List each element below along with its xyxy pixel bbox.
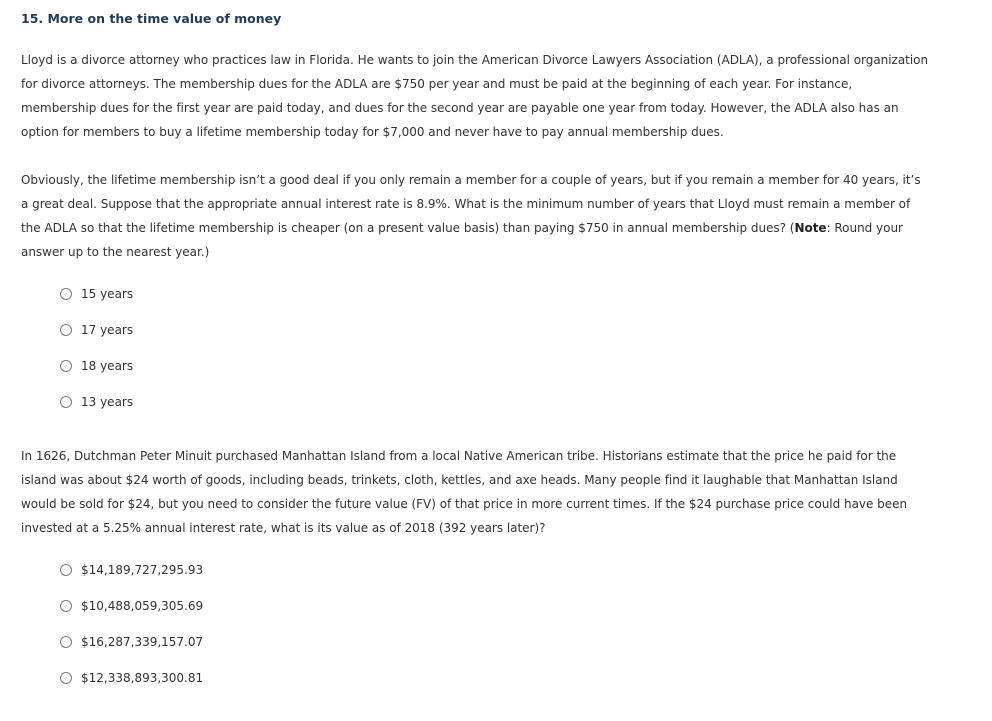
radio-button-icon[interactable] [60, 288, 72, 300]
paragraph-line: Lloyd is a divorce attorney who practices law in Florida. He wants to join the American Divorce Lawyers Association (ADLA), a professional organization [21, 53, 929, 67]
radio-button-icon[interactable] [60, 396, 72, 408]
answer-option-14-billion[interactable] [60, 552, 203, 588]
radio-button-icon[interactable] [60, 564, 72, 576]
lloyd-problem-paragraph [21, 48, 966, 144]
radio-button-icon[interactable] [60, 360, 72, 372]
answer-option-13-years[interactable] [60, 384, 133, 420]
paragraph-line: In 1626, Dutchman Peter Minuit purchased Manhattan Island from a local Native American tribe. Historians estimate that the price he paid for the [21, 449, 897, 463]
answer-option-18-years[interactable] [60, 348, 133, 384]
paragraph-line: invested at a 5.25% annual interest rate, what is its value as of 2018 (392 years later)? [21, 521, 546, 535]
paragraph-line: island was about $24 worth of goods, including beads, trinkets, cloth, kettles, and axe heads. Many people find it laughable that Manhattan Island [21, 473, 898, 487]
paragraph-line: option for members to buy a lifetime membership today for $7,000 and never have to pay annual membership dues. [21, 125, 724, 139]
paragraph-line [21, 216, 966, 240]
paragraph-line: membership dues for the first year are paid today, and dues for the second year are payable one year from today. However, the ADLA also has an [21, 101, 899, 115]
answer-option-15-years[interactable] [60, 276, 133, 312]
answer-option-label: 17 years [81, 323, 134, 337]
paragraph-line: for divorce attorneys. The membership dues for the ADLA are $750 per year and must be paid at the beginning of each year. For instance, [21, 77, 853, 91]
paragraph-line: Obviously, the lifetime membership isn’t a good deal if you only remain a member for a couple of years, but if you remain a member for 40 years, it’s [21, 173, 921, 187]
lloyd-answer-options [60, 276, 133, 420]
answer-option-label: 13 years [81, 395, 134, 409]
answer-option-label: $14,189,727,295.93 [81, 563, 204, 577]
paragraph-line: answer up to the nearest year.) [21, 245, 210, 259]
radio-button-icon[interactable] [60, 672, 72, 684]
paragraph-text: the ADLA so that the lifetime membership is cheaper (on a present value basis) than paying $750 in annual membership dues? ( [21, 221, 795, 235]
paragraph-line: a great deal. Suppose that the appropriate annual interest rate is 8.9%. What is the minimum number of years that Lloyd must remain a member of [21, 197, 911, 211]
answer-option-16-billion[interactable] [60, 624, 203, 660]
answer-option-label: 18 years [81, 359, 134, 373]
answer-option-label: $12,338,893,300.81 [81, 671, 204, 685]
radio-button-icon[interactable] [60, 324, 72, 336]
answer-option-12-billion[interactable] [60, 660, 203, 696]
answer-option-label: 15 years [81, 287, 134, 301]
note-label: Note [794, 221, 827, 235]
radio-button-icon[interactable] [60, 636, 72, 648]
manhattan-answer-options [60, 552, 203, 696]
answer-option-label: $10,488,059,305.69 [81, 599, 204, 613]
answer-option-label: $16,287,339,157.07 [81, 635, 204, 649]
radio-button-icon[interactable] [60, 600, 72, 612]
answer-option-10-billion[interactable] [60, 588, 203, 624]
paragraph-line: would be sold for $24, but you need to consider the future value (FV) of that price in more current times. If the $24 purchase price could have been [21, 497, 908, 511]
paragraph-text: : Round your [826, 221, 903, 235]
manhattan-problem-paragraph [21, 444, 966, 540]
question-title: 15. More on the time value of money [21, 11, 282, 26]
answer-option-17-years[interactable] [60, 312, 133, 348]
lloyd-question-paragraph [21, 168, 966, 264]
